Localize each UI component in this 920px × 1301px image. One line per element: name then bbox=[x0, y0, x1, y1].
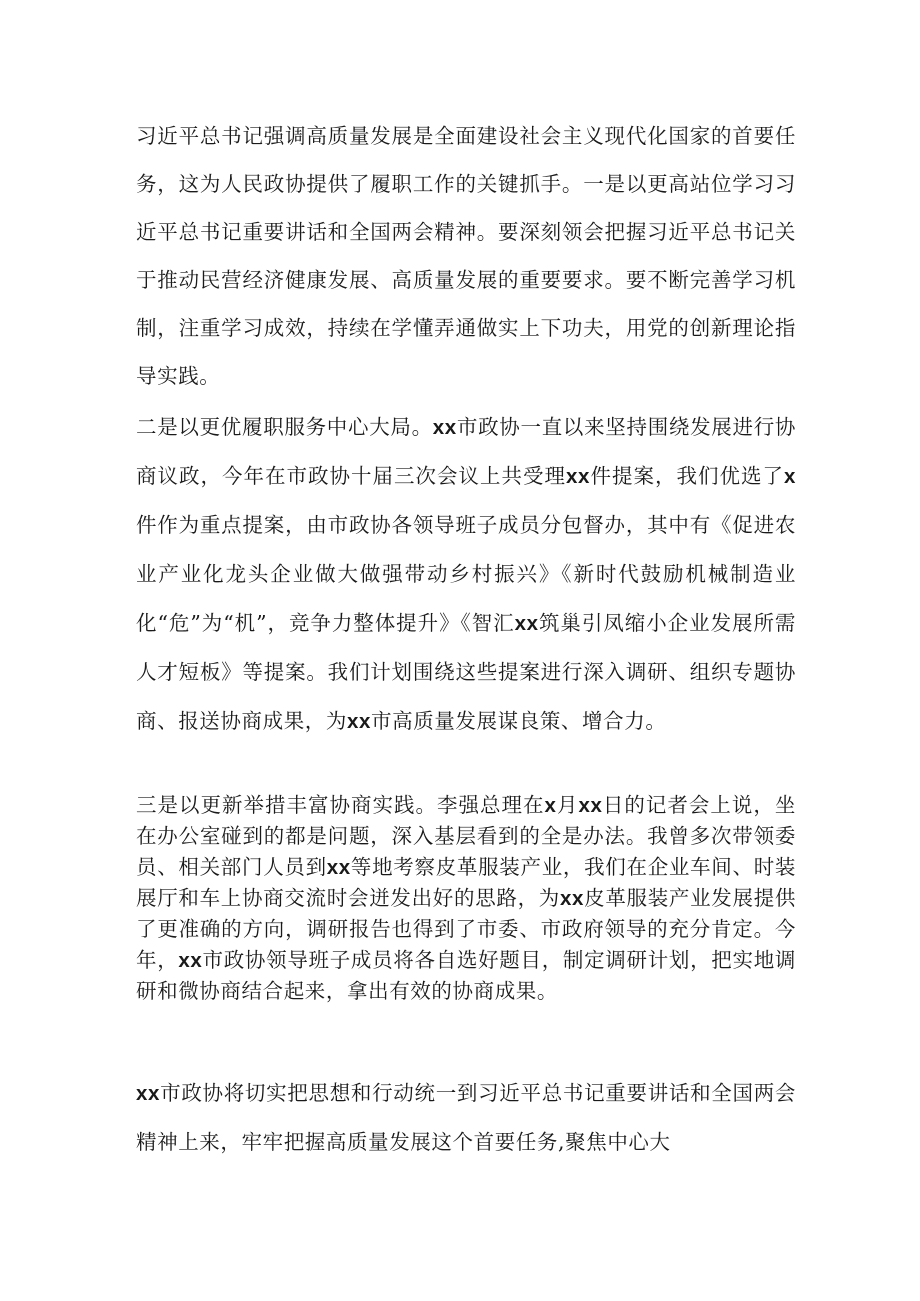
paragraph-study-spirit: 习近平总书记强调高质量发展是全面建设社会主义现代化国家的首要任务，这为人民政协提供了履职工作的关键抓手。一是以更高站位学习习近平总书记重要讲话和全国两会精神。要深刻领会把握习近平总书记关于推动民营经济健康发展、高质量发展的重要要求。要不断完善学习机制，注重学习成效，持续在学懂弄通做实上下功夫，用党的创新理论指导实践。 bbox=[136, 124, 796, 388]
paragraph-conclusion: xx市政协将切实把思想和行动统一到习近平总书记重要讲话和全国两会精神上来，牢牢把握高质量发展这个首要任务,聚焦中心大 bbox=[136, 1081, 796, 1154]
paragraph-consultation-practice: 三是以更新举措丰富协商实践。李强总理在x月xx日的记者会上说，坐在办公室碰到的都是问题，深入基层看到的全是办法。我曾多次带领委员、相关部门人员到xx等地考察皮革服装产业，我们在企业车间、时装展厅和车上协商交流时会迸发出好的思路，为xx皮革服装产业发展提供了更准确的方向，调研报告也得到了市委、市政府领导的充分肯定。今年，xx市政协领导班子成员将各自选好题目，制定调研计划，把实地调研和微协商结合起来，拿出有效的协商成果。 bbox=[136, 793, 797, 1003]
paragraph-key-proposals: 二是以更优履职服务中心大局。xx市政协一直以来坚持围绕发展进行协商议政，今年在市政协十届三次会议上共受理xx件提案，我们优选了x件作为重点提案，由市政协各领导班子成员分包督办，其中有《促进农业产业化龙头企业做大做强带动乡村振兴》《新时代鼓励机械制造业化“危”为“机”，竞争力整体提升》《智汇xx筑巢引凤缩小企业发展所需人才短板》等提案。我们计划围绕这些提案进行深入调研、组织专题协商、报送协商成果，为xx市高质量发展谋良策、增合力。 bbox=[136, 415, 797, 733]
